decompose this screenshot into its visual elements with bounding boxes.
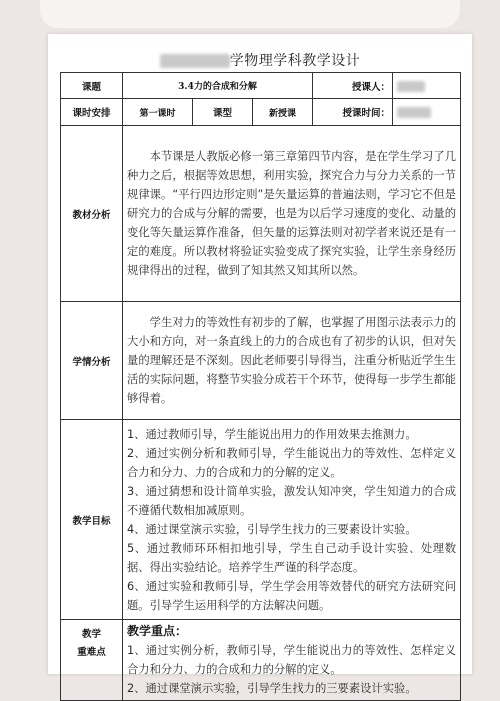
time-label: 授课时间：: [313, 99, 393, 126]
row-textbook: [61, 126, 461, 302]
goal-item: 2、通过实例分析和教师引导，学生能说出力的等效性、怎样定义合力和分力、力的合成和力的分解的定义。: [127, 446, 457, 479]
redacted-time: [397, 107, 431, 118]
time-value: [393, 99, 461, 126]
page-title-text: 学物理学科教学设计: [229, 53, 361, 69]
focus-content: [123, 620, 461, 701]
learner-analysis: [123, 302, 461, 420]
lesson-plan-table: [60, 72, 461, 701]
learner-analysis-text: 学生对力的等效性有初步的了解，也掌握了用图示法表示力的大小和方向，对一条直线上的力的合成也有了初步的认识，但对矢量的理解还是不深刻。因此老师要引导得当，注重分析贴近学生生活的实际问题，将整节实验分成若干个环节，使得每一步学生都能够得着。: [127, 316, 457, 405]
focus-label: [61, 620, 123, 701]
redacted-school-name: [160, 54, 230, 68]
schedule-label: 课时安排: [61, 99, 123, 126]
row-schedule: [61, 99, 461, 126]
topic-label: 课题: [61, 73, 123, 99]
topic-value: 3.4力的合成和分解: [123, 73, 313, 99]
type-value: 新授课: [253, 99, 313, 126]
lesson-plan-sheet: [48, 34, 472, 695]
focus-title: 教学重点：: [127, 624, 188, 638]
goal-item: 1、通过教师引导，学生能说出用力的作用效果去推测力。: [127, 427, 417, 441]
textbook-label: 教材分析: [61, 126, 123, 302]
goal-item: 5、通过教师环环相扣地引导，学生自己动手设计实验、处理数据、得出实验结论。培养学生严谨的科学态度。: [127, 541, 457, 574]
type-label: 课型: [193, 99, 253, 126]
goals-list: [123, 420, 461, 620]
focus-item: 1、通过实例分析，教师引导，学生能说出力的等效性、怎样定义合力和分力、力的合成和力的分解的定义。: [127, 644, 457, 676]
goals-label: 教学目标: [61, 420, 123, 620]
focus-label-line2: 重难点: [77, 647, 106, 658]
teacher-value: [393, 73, 461, 99]
focus-label-line1: 教学: [81, 629, 101, 640]
teacher-label: 授课人：: [313, 73, 393, 99]
row-learner: [61, 302, 461, 420]
textbook-analysis-text: 本节课是人教版必修一第三章第四节内容，是在学生学习了几种力之后，根据等效思想，利用实验，探究合力与分力关系的一节规律课。“平行四边形定则”是矢量运算的普遍法则，学习它不但是研究力的合成与分解的需要，也是为以后学习速度的变化、动量的变化等矢量运算作准备，但矢量的运算法则对初学者来说还是有一定的难度。所以教材将验证实验变成了探究实验，让学生亲身经历规律得出的过程，做到了知其然又知其所以然。: [127, 150, 457, 277]
goal-item: 4、通过课堂演示实验，引导学生找力的三要素设计实验。: [127, 522, 417, 536]
learner-label: 学情分析: [61, 302, 123, 420]
textbook-analysis: [123, 126, 461, 302]
page-title: [48, 50, 472, 70]
redacted-teacher-name: [397, 81, 425, 92]
row-focus: [61, 620, 461, 701]
goal-item: 6、通过实验和教师引导，学生学会用等效替代的研究方法研究问题。引导学生运用科学的方法解决问题。: [127, 579, 457, 612]
row-goals: [61, 420, 461, 620]
row-topic: [61, 73, 461, 99]
goal-item: 3、通过猜想和设计简单实验，激发认知冲突，学生知道力的合成不遵循代数相加减原则。: [127, 484, 457, 517]
period-value: 第一课时: [123, 99, 193, 126]
background-strip: [40, 0, 460, 28]
focus-item: 2、通过课堂演示实验，引导学生找力的三要素设计实验。: [127, 682, 417, 695]
